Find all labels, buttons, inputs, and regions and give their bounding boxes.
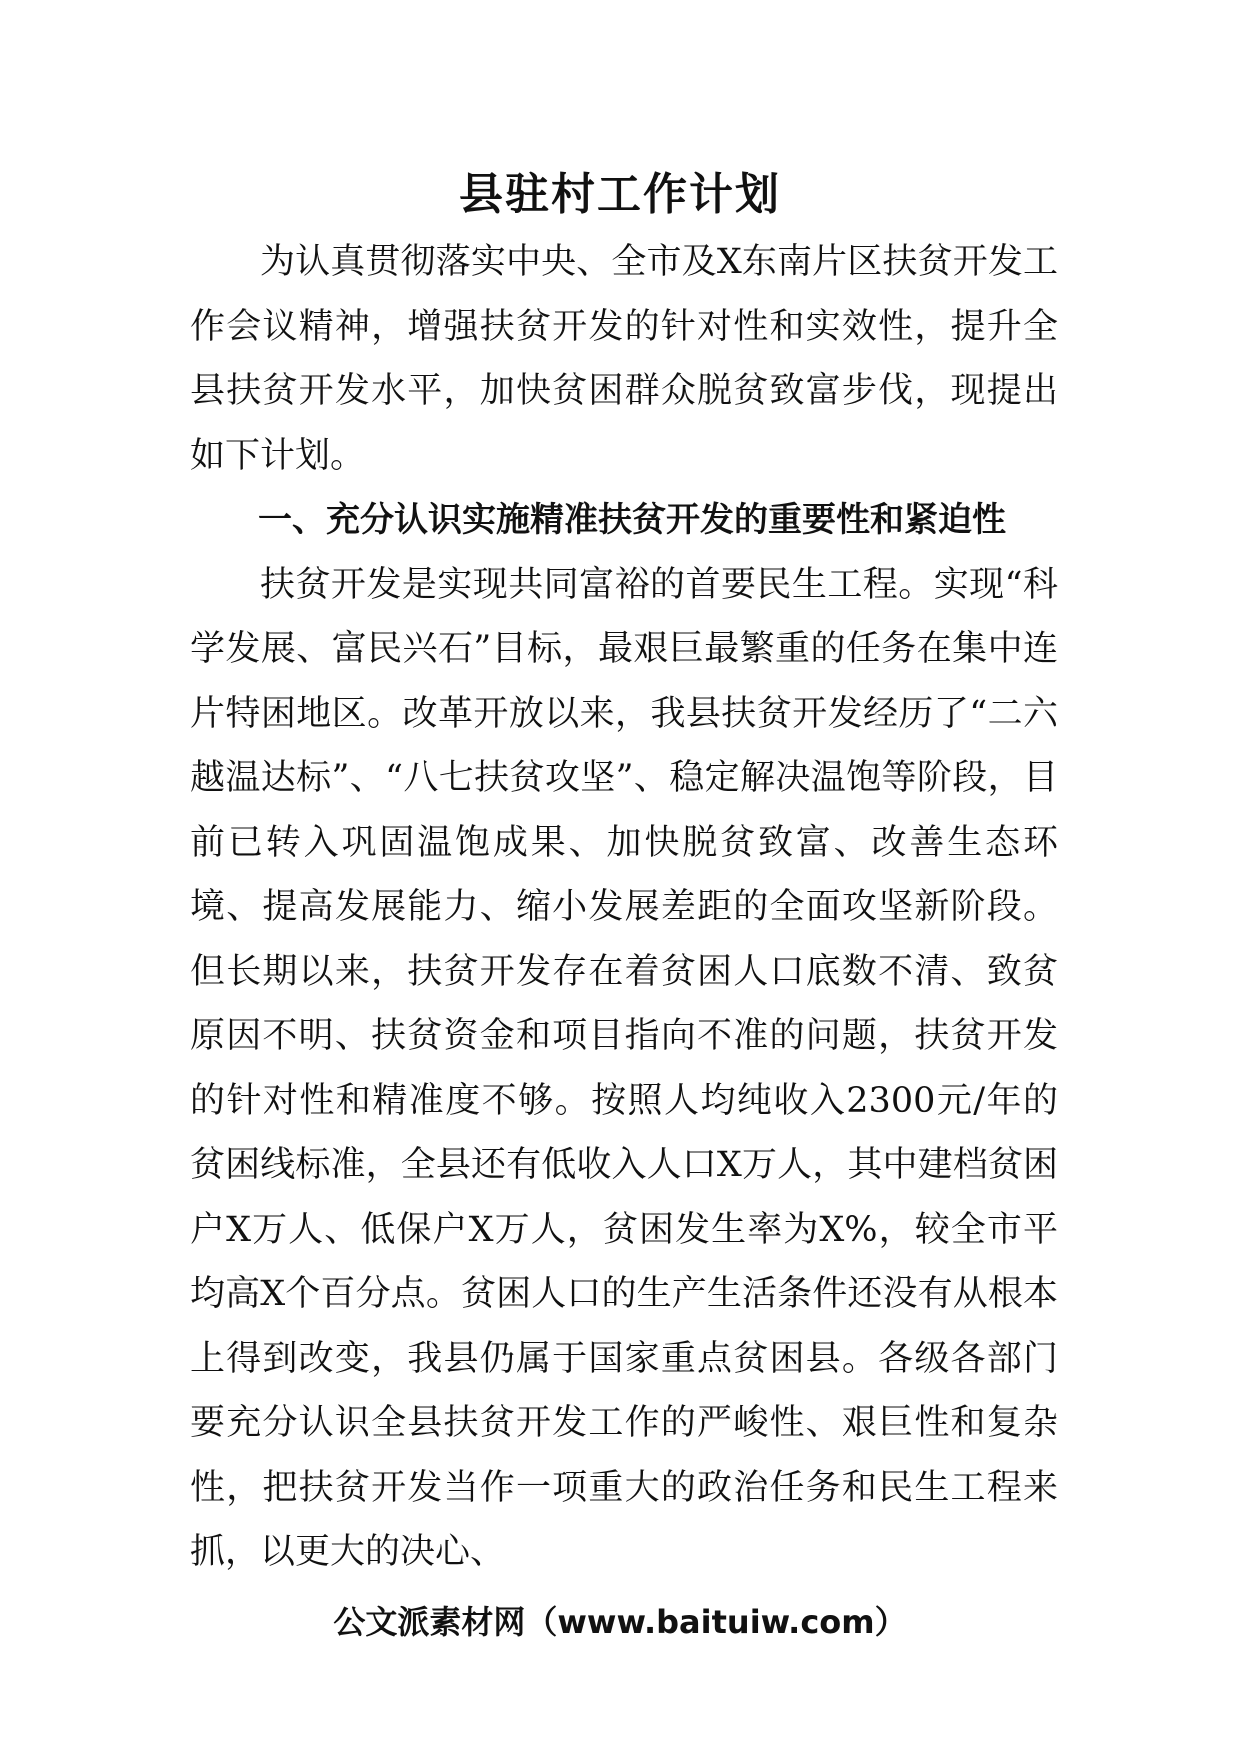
section-heading-1: 一、充分认识实施精准扶贫开发的重要性和紧迫性 bbox=[258, 500, 1006, 540]
intro-paragraph: 为认真贯彻落实中央、全市及X东南片区扶贫开发工作会议精神，增强扶贫开发的针对性和实效性，提升全县扶贫开发水平，加快贫困群众脱贫致富步伐，现提出如下计划。 bbox=[190, 242, 1058, 476]
footer-watermark-text: 公文派素材网（www.baituiw.com） bbox=[333, 1603, 907, 1641]
document-body bbox=[190, 230, 1058, 1585]
section-1-paragraph: 扶贫开发是实现共同富裕的首要民生工程。实现“科学发展、富民兴石”目标，最艰巨最繁重的任务在集中连片特困地区。改革开放以来，我县扶贫开发经历了“二六越温达标”、“八七扶贫攻坚”、稳定解决温饱等阶段，目前已转入巩固温饱成果、加快脱贫致富、改善生态环境、提高发展能力、缩小发展差距的全面攻坚新阶段。但长期以来，扶贫开发存在着贫困人口底数不清、致贫原因不明、扶贫资金和项目指向不准的问题，扶贫开发的针对性和精准度不够。按照人均纯收入2300元/年的贫困线标准，全县还有低收入人口X万人，其中建档贫困户X万人、低保户X万人，贫困发生率为X%，较全市平均高X个百分点。贫困人口的生产生活条件还没有从根本上得到改变，我县仍属于国家重点贫困县。各级各部门要充分认识全县扶贫开发工作的严峻性、艰巨性和复杂性，把扶贫开发当作一项重大的政治任务和民生工程来抓，以更大的决心、 bbox=[190, 564, 1058, 1572]
document-title: 县驻村工作计划 bbox=[459, 169, 781, 220]
